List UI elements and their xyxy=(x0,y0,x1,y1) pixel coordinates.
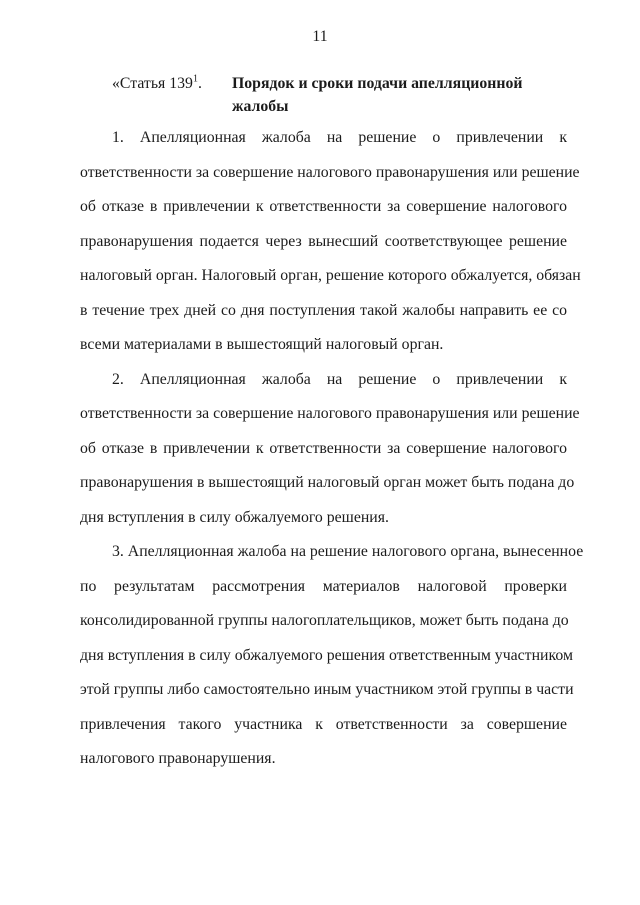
text-line: об отказе в привлечении к ответственности за совершение налогового xyxy=(80,439,567,457)
text-line: консолидированной группы налогоплательщиков, может быть подана до xyxy=(80,612,569,629)
article-heading xyxy=(112,72,567,118)
article-label-superscript: 1 xyxy=(192,73,198,85)
page-number: 11 xyxy=(312,28,328,45)
article-label xyxy=(112,72,232,118)
text-line: дня вступления в силу обжалуемого решения. xyxy=(80,508,389,526)
text-line: по результатам рассмотрения материалов налоговой проверки xyxy=(80,577,567,595)
text-line: привлечения такого участника к ответственности за совершение xyxy=(80,715,567,733)
text-line: правонарушения в вышестоящий налоговый орган может быть подана до xyxy=(80,474,575,491)
text-line: этой группы либо самостоятельно иным участником этой группы в части xyxy=(80,681,574,698)
article-label-suffix: . xyxy=(197,75,202,92)
text-line: в течение трех дней со дня поступления такой жалобы направить ее со xyxy=(80,301,567,319)
text-line: 1. Апелляционная жалоба на решение о привлечении к xyxy=(112,129,567,146)
article-label-prefix: «Статья 139 xyxy=(112,75,193,92)
text-line: правонарушения подается через вынесший соответствующее решение xyxy=(80,232,567,250)
text-line: 3. Апелляционная жалоба на решение налогового органа, вынесенное xyxy=(112,543,584,560)
text-line: всеми материалами в вышестоящий налоговый орган. xyxy=(80,336,444,353)
document-body xyxy=(80,121,584,777)
text-line: налоговый орган. Налоговый орган, решение которого обжалуется, обязан xyxy=(80,267,581,284)
text-line: ответственности за совершение налогового правонарушения или решение xyxy=(80,405,580,422)
text-line: 2. Апелляционная жалоба на решение о привлечении к xyxy=(112,370,567,388)
article-title-line: Порядок и сроки подачи апелляционной xyxy=(232,75,523,92)
text-line: налогового правонарушения. xyxy=(80,750,276,767)
article-title-line: жалобы xyxy=(232,98,289,115)
text-line: дня вступления в силу обжалуемого решения ответственным участником xyxy=(80,646,573,664)
text-line: об отказе в привлечении к ответственности за совершение налогового xyxy=(80,198,567,215)
article-title xyxy=(232,72,523,118)
text-line: ответственности за совершение налогового правонарушения или решение xyxy=(80,163,580,181)
